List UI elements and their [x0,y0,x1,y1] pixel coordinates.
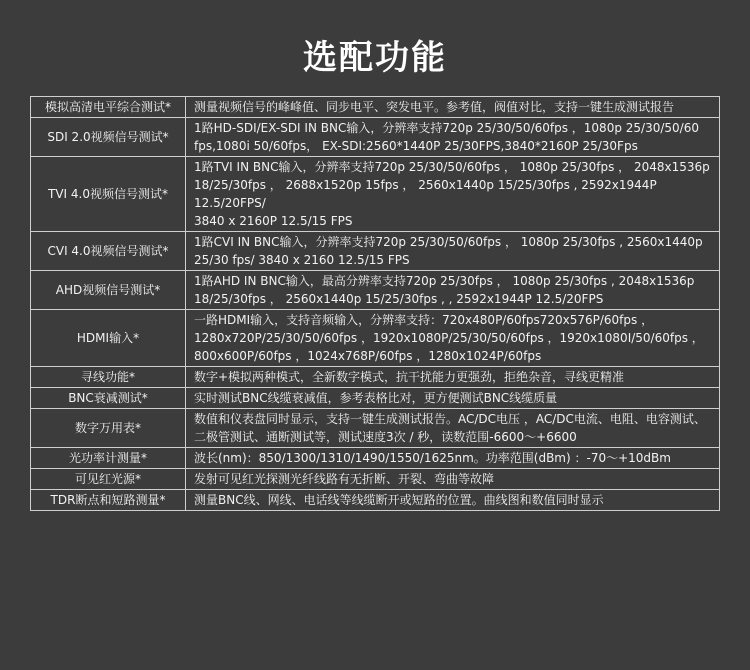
feature-description [186,118,720,157]
description-line: 实时测试BNC线缆衰减值，参考表格比对，更方便测试BNC线缆质量 [194,391,558,405]
table-row [31,157,720,232]
description-line: 数字+模拟两种模式，全新数字模式，抗干扰能力更强劲，拒绝杂音，寻线更精准 [194,370,625,384]
description-line: 18/25/30fps ， 2560x1440p 15/25/30fps , , 2592x1944P 12.5/20FPS [194,292,604,306]
feature-description [186,388,720,409]
feature-name: 可见红光源* [31,469,186,490]
description-line: 1路HD-SDI/EX-SDI IN BNC输入，分辨率支持720p 25/30/50/60fps ，1080p 25/30/50/60 [194,121,699,135]
table-row [31,367,720,388]
feature-name: 数字万用表* [31,409,186,448]
feature-description [186,232,720,271]
feature-name: TDR断点和短路测量* [31,490,186,511]
feature-description [186,490,720,511]
feature-description [186,367,720,388]
description-line: 二极管测试、通断测试等，测试速度3次 / 秒，读数范围-6600～+6600 [194,430,577,444]
feature-name: CVI 4.0视频信号测试* [31,232,186,271]
feature-description [186,409,720,448]
description-line: 数值和仪表盘同时显示，支持一键生成测试报告。AC/DC电压 ，AC/DC电流、电阻、电容测试、 [194,412,706,426]
table-row [31,388,720,409]
description-line: 1280x720P/25/30/50/60fps ，1920x1080P/25/30/50/60fps ，1920x1080I/50/60fps ， [194,331,704,345]
description-line: 发射可见红光探测光纤线路有无折断、开裂、弯曲等故障 [194,472,495,486]
feature-table [30,96,720,511]
table-row [31,490,720,511]
feature-name: AHD视频信号测试* [31,271,186,310]
page-title: 选配功能 [303,38,447,78]
description-line: 18/25/30fps ， 2688x1520p 15fps ， 2560x1440p 15/25/30fps , 2592x1944P 12.5/20FPS/ [194,178,657,210]
description-line: 800x600P/60fps ，1024x768P/60fps ，1280x1024P/60fps [194,349,542,363]
feature-description [186,271,720,310]
description-line: 测量BNC线、网线、电话线等线缆断开或短路的位置。曲线图和数值同时显示 [194,493,604,507]
description-line: 1路TVI IN BNC输入，分辨率支持720p 25/30/50/60fps ， 1080p 25/30fps ， 2048x1536p [194,160,710,174]
feature-name: SDI 2.0视频信号测试* [31,118,186,157]
feature-name: HDMI输入* [31,310,186,367]
feature-name: BNC衰减测试* [31,388,186,409]
table-row [31,448,720,469]
table-row [31,232,720,271]
description-line: 1路AHD IN BNC输入，最高分辨率支持720p 25/30fps ， 1080p 25/30fps , 2048x1536p [194,274,695,288]
table-row [31,271,720,310]
feature-description [186,157,720,232]
description-line: 波长(nm)：850/1300/1310/1490/1550/1625nm。功率范围(dBm) ：-70～+10dBm [194,451,671,465]
feature-name: 光功率计测量* [31,448,186,469]
feature-name: 寻线功能* [31,367,186,388]
description-line: 测量视频信号的峰峰值、同步电平、突发电平。参考值，阀值对比，支持一键生成测试报告 [194,100,675,114]
feature-name: 模拟高清电平综合测试* [31,97,186,118]
table-row [31,118,720,157]
table-row [31,409,720,448]
feature-description [186,310,720,367]
description-line: 1路CVI IN BNC输入，分辨率支持720p 25/30/50/60fps ， 1080p 25/30fps , 2560x1440p [194,235,703,249]
description-line: 3840 x 2160P 12.5/15 FPS [194,214,353,228]
feature-description [186,469,720,490]
description-line: fps,1080i 50/60fps， EX-SDI:2560*1440P 25/30FPS,3840*2160P 25/30Fps [194,139,638,153]
feature-description [186,448,720,469]
feature-description [186,97,720,118]
description-line: 25/30 fps/ 3840 x 2160 12.5/15 FPS [194,253,410,267]
feature-name: TVI 4.0视频信号测试* [31,157,186,232]
feature-table-body [31,97,720,511]
table-row [31,97,720,118]
table-row [31,469,720,490]
table-row [31,310,720,367]
description-line: 一路HDMI输入，支持音频输入，分辨率支持：720x480P/60fps720x576P/60fps ， [194,313,654,327]
